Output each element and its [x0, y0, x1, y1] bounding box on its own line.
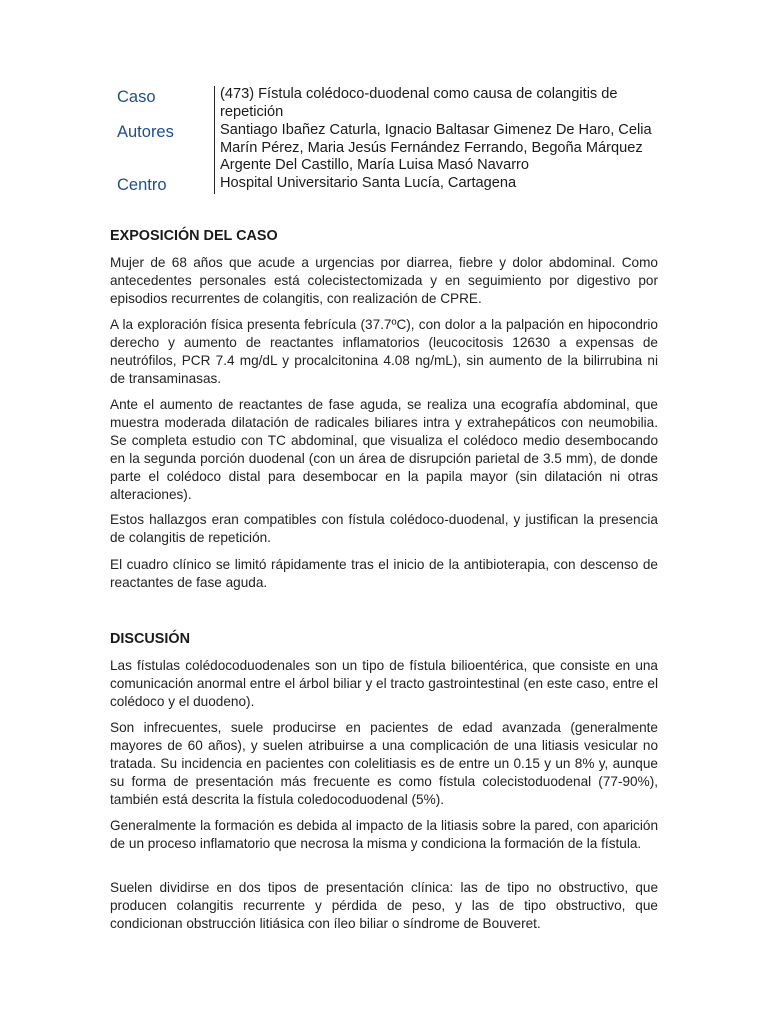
header-divider: [214, 86, 215, 194]
paragraph: Generalmente la formación es debida al impacto de la litiasis sobre la pared, con aparición de un proceso inflamatorio que necrosa la misma y condiciona la formación de la fístula.: [110, 818, 658, 851]
paragraph: Ante el aumento de reactantes de fase aguda, se realiza una ecografía abdominal, que muestra moderada dilatación de radicales biliares intra y extrahepáticos con neumobilia. Se completa estudio con TC abdominal, que visualiza el colédoco medio desembocando en la segunda porción duodenal (con un área de disrupción parietal de 3.5 mm), de donde parte el colédoco distal para desembocar en la papila mayor (sin dilatación ni otras alteraciones).: [110, 397, 658, 502]
caso-label: Caso: [117, 88, 156, 106]
caso-title: (473) Fístula colédoco-duodenal como causa de colangitis de repetición: [220, 86, 618, 120]
paragraph: Mujer de 68 años que acude a urgencias por diarrea, fiebre y dolor abdominal. Como antecedentes personales está colecistectomizada y en seguimiento por digestivo por episodios recurrentes de colangitis, con realización de CPRE.: [110, 255, 658, 306]
paragraph: El cuadro clínico se limitó rápidamente tras el inicio de la antibioterapia, con descenso de reactantes de fase aguda.: [110, 557, 658, 590]
case-header: [110, 84, 658, 196]
autores-label: Autores: [117, 123, 174, 141]
section-title-discusion: DISCUSIÓN: [110, 631, 190, 647]
paragraph: Son infrecuentes, suele producirse en pacientes de edad avanzada (generalmente mayores de 60 años), y suelen atribuirse a una complicación de una litiasis vesicular no tratada. Su incidencia en pacientes con colelitiasis es de entre un 0.15 y un 8% y, aunque su forma de presentación más frecuente es como fístula colecistoduodenal (77-90%), también está descrita la fístula coledocoduodenal (5%).: [110, 720, 658, 807]
paragraph: Suelen dividirse en dos tipos de presentación clínica: las de tipo no obstructivo, que producen colangitis recurrente y pérdida de peso, y las de tipo obstructivo, que condicionan obstrucción litiásica con íleo biliar o síndrome de Bouveret.: [110, 880, 658, 931]
paragraph: Las fístulas colédocoduodenales son un tipo de fístula bilioentérica, que consiste en una comunicación anormal entre el árbol biliar y el tracto gastrointestinal (en este caso, entre el colédoco y el duodeno).: [110, 658, 658, 709]
paragraph: A la exploración física presenta febrícula (37.7ºC), con dolor a la palpación en hipocondrio derecho y aumento de reactantes inflamatorios (leucocitosis 12630 a expensas de neutrófilos, PCR 7.4 mg/dL y procalcitonina 4.08 ng/mL), sin aumento de la bilirrubina ni de transaminasas.: [110, 317, 658, 386]
section-title-exposicion: EXPOSICIÓN DEL CASO: [110, 228, 278, 244]
paragraph: Estos hallazgos eran compatibles con fístula colédoco-duodenal, y justifican la presencia de colangitis de repetición.: [110, 512, 658, 545]
centro-label: Centro: [117, 176, 167, 194]
authors-list: Santiago Ibañez Caturla, Ignacio Baltasar Gimenez De Haro, Celia Marín Pérez, Maria Jesús Fernández Ferrando, Begoña Márquez Argente Del Castillo, María Luisa Masó Navarro: [220, 122, 652, 174]
center-name: Hospital Universitario Santa Lucía, Cartagena: [220, 175, 517, 191]
